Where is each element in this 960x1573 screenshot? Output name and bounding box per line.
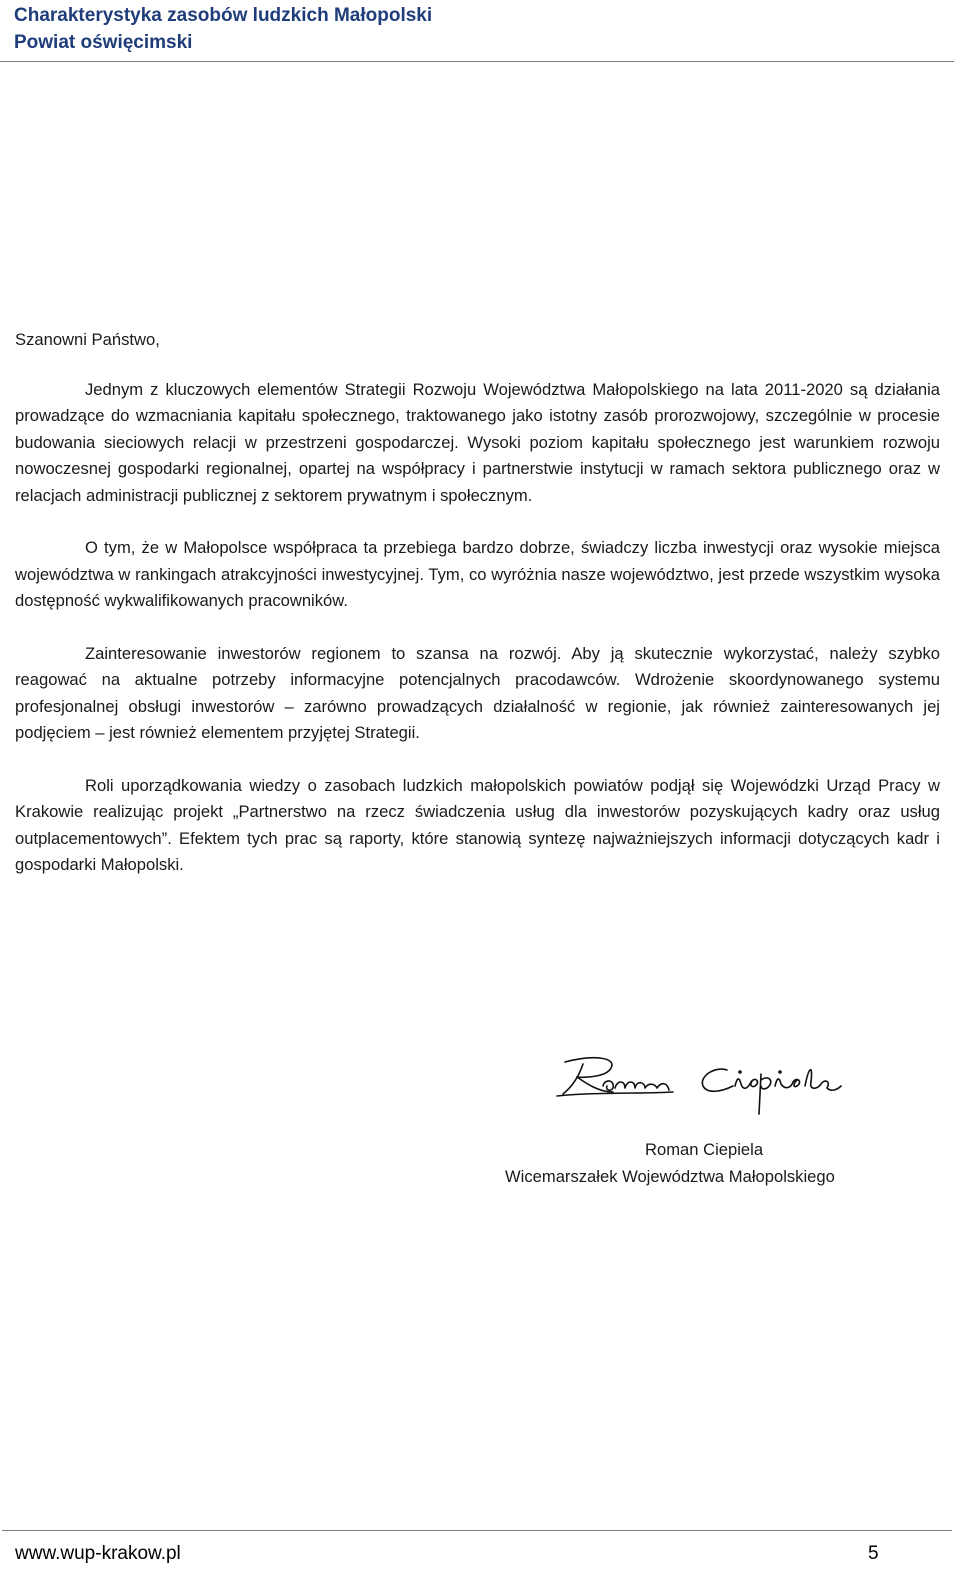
paragraph-1: Jednym z kluczowych elementów Strategii Rozwoju Województwa Małopolskiego na lata 2011-2020 są działania prowadzące do wzmacniania kapitału społecznego, traktowanego jako istotny zasób prorozwojowy, szczególnie w procesie budowania sieciowych relacji w przestrzeni gospodarczej. Wysoki poziom kapitału społecznego jest warunkiem rozwoju nowoczesnej gospodarki regionalnej, opartej na współpracy i partnerstwie instytucji w ramach sektora publicznego oraz w relacjach administracji publicznej z sektorem prywatnym i społecznym.	[15, 379, 940, 505]
paragraph-3: Zainteresowanie inwestorów regionem to szansa na rozwój. Aby ją skutecznie wykorzystać, należy szybko reagować na aktualne potrzeby informacyjne potencjalnych pracodawców. Wdrożenie skoordynowanego systemu profesjonalnej obsługi inwestorów – zarówno prowadzących działalność w regionie, jak również zainteresowanych jej podjęciem – jest również elementem przyjętej Strategii.	[15, 643, 940, 742]
signer-block	[505, 1137, 925, 1190]
paragraph-4: Roli uporządkowania wiedzy o zasobach ludzkich małopolskich powiatów podjął się Wojewódzki Urząd Pracy w Krakowie realizując projekt „Partnerstwo na rzecz świadczenia usług dla inwestorów pozyskujących kadry oraz usług outplacementowych”. Efektem tych prac są raporty, które stanowią syntezę najważniejszych informacji dotyczących kadr i gospodarki Małopolski.	[15, 775, 940, 874]
paragraph-2: O tym, że w Małopolsce współpraca ta przebiega bardzo dobrze, świadczy liczba inwestycji oraz wysokie miejsca województwa w rankingach atrakcyjności inwestycyjnej. Tym, co wyróżnia nasze województwo, jest przede wszystkim wysoka dostępność wykwalifikowanych pracowników.	[15, 538, 940, 610]
salutation: Szanowni Państwo,	[15, 330, 160, 349]
document-subtitle: Powiat oświęcimski	[14, 32, 193, 53]
signer-name: Roman Ciepiela	[645, 1140, 764, 1159]
letter-body	[15, 327, 940, 905]
header-divider	[0, 61, 954, 62]
signer-title: Wicemarszałek Województwa Małopolskiego	[505, 1166, 835, 1186]
footer-divider	[2, 1530, 952, 1531]
handwritten-signature	[555, 1052, 845, 1122]
footer-url: www.wup-krakow.pl	[15, 1543, 181, 1564]
page-number: 5	[868, 1543, 879, 1564]
page-header	[14, 2, 954, 56]
document-title: Charakterystyka zasobów ludzkich Małopolski	[14, 5, 433, 26]
